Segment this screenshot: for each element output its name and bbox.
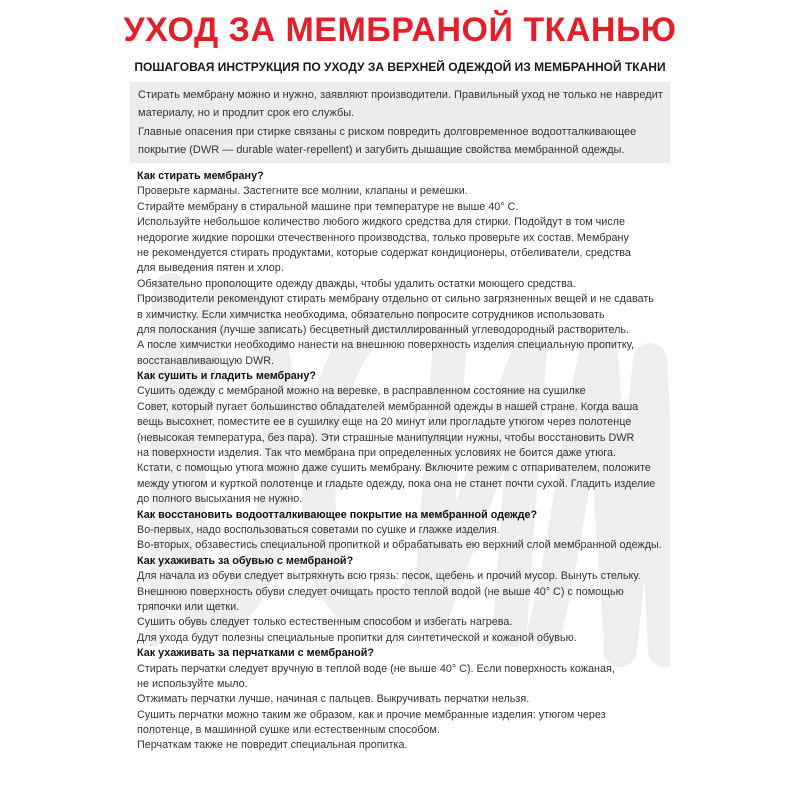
section-text-line: (невысокая температура, без пара). Эти страшные манипуляции нужны, чтобы восстановить DWR <box>137 431 635 444</box>
section-text-line: Используйте небольшое количество любого жидкого средства для стирки. Подойдут в том числе <box>137 216 625 229</box>
section-text-line: для выведения пятен и хлор. <box>137 262 284 275</box>
section-text-line: Для начала из обуви следует вытряхнуть всю грязь: песок, щебень и прочий мусор. Вынуть стельку. <box>137 570 641 583</box>
section-text-line: А после химчистки необходимо нанести на внешнюю поверхность изделия специальную пропитку, <box>137 339 635 352</box>
section-text-line: Сушить перчатки можно таким же образом, как и прочие мембранные изделия: утюгом через <box>137 708 606 721</box>
section <box>137 169 677 369</box>
section-heading: Как ухаживать за перчатками с мембраной? <box>137 647 374 660</box>
section-text-line: Стирать перчатки следует вручную в теплой воде (не выше 40° С). Если поверхность кожаная, <box>137 662 615 675</box>
section <box>137 508 677 554</box>
intro-line: покрытие (DWR — durable water-repellent) и загубить дышащие свойства мембранной одежды. <box>138 143 625 156</box>
section-text-line: недорогие жидкие порошки отечественного производства, только проверьте их состав. Мембрану <box>137 231 629 244</box>
section-text-line: Производители рекомендуют стирать мембрану отдельно от сильно загрязненных вещей и не сдавать <box>137 293 654 306</box>
section-text-line: Сушить обувь следует только естественным способом и избегать нагрева. <box>137 616 513 629</box>
instructions-content <box>137 169 677 754</box>
section-text-line: Обязательно прополощите одежду дважды, чтобы удалить остатки моющего средства. <box>137 277 576 290</box>
section-text-line: Во-первых, надо воспользоваться советами по сушке и глажке изделия. <box>137 523 500 536</box>
section-heading: Как восстановить водоотталкивающее покрытие на мембранной одежде? <box>137 508 538 521</box>
section-text-line: Кстати, с помощью утюга можно даже сушить мембрану. Включите режим с отпаривателем, положите <box>137 462 651 475</box>
section-text-line: Проверьте карманы. Застегните все молнии, клапаны и ремешки. <box>137 185 468 198</box>
section-text-line: не рекомендуется стирать продуктами, которые содержат кондиционеры, отбеливатели, средства <box>137 246 631 259</box>
page-title: УХОД ЗА МЕМБРАНОЙ ТКАНЬЮ <box>123 11 677 49</box>
section-heading: Как стирать мембрану? <box>137 170 264 182</box>
intro-line: Главные опасения при стирке связаны с риском повредить долговременное водоотталкивающее <box>138 125 637 138</box>
section-text-line: тряпочки или щетки. <box>137 600 240 613</box>
section-text-line: Отжимать перчатки лучше, начиная с пальцев. Выкручивать перчатки нельзя. <box>137 693 530 706</box>
section-text-line: между утюгом и курткой полотенце и гладьте одежду, пока она не станет почти сухой. Гладить изделие <box>137 477 656 490</box>
section-text-line: вещь высохнет, поместите ее в сушилку еще на 20 минут или прогладьте утюгом через полотенце <box>137 416 632 429</box>
section-text-line: Перчаткам также не повредит специальная пропитка. <box>137 739 408 752</box>
section-text-line: для полоскания (лучше записать) бесцветный дистиллированный углеводородный растворитель. <box>137 323 630 336</box>
section <box>137 554 677 646</box>
section-text-line: Сушить одежду с мембраной можно на веревке, в расправленном состояние на сушилке <box>137 385 586 398</box>
section-heading: Как ухаживать за обувью с мембраной? <box>137 554 354 567</box>
section-text-line: Внешнюю поверхность обуви следует очищать просто теплой водой (не выше 40° С) с помощью <box>137 585 624 598</box>
intro-line: Стирать мембрану можно и нужно, заявляют производители. Правильный уход не только не навредит <box>138 89 663 101</box>
section-text-line: полотенце, в машинной сушке или естественным способом. <box>137 724 440 737</box>
section-text-line: Во-вторых, обзавестись специальной пропиткой и обрабатывать ею верхний слой мембранной одежды. <box>137 539 662 552</box>
section <box>137 369 677 508</box>
section-text-line: не используйте мыло. <box>137 677 248 690</box>
intro-box <box>130 82 670 163</box>
section <box>137 646 677 754</box>
section-text-line: до полного высыхания не нужно. <box>137 493 303 506</box>
intro-line: материалу, но и продлит срок его службы. <box>138 107 355 120</box>
section-text-line: в химчистку. Если химчистка необходима, обязательно попросите сотрудников использовать <box>137 308 605 321</box>
section-heading: Как сушить и гладить мембрану? <box>137 370 316 383</box>
section-text-line: Стирайте мембрану в стиральной машине при температуре не выше 40° С. <box>137 200 519 213</box>
section-text-line: восстанавливающую DWR. <box>137 354 275 367</box>
section-text-line: Совет, который пугает большинство обладателей мембранной одежды в нашей стране. Когда ваша <box>137 400 639 413</box>
section-text-line: Для ухода будут полезны специальные пропитки для синтетической и кожаной обувью. <box>137 631 577 644</box>
page-subtitle: ПОШАГОВАЯ ИНСТРУКЦИЯ ПО УХОДУ ЗА ВЕРХНЕЙ ОДЕЖДОЙ ИЗ МЕМБРАННОЙ ТКАНИ <box>134 60 666 74</box>
section-text-line: на поверхности изделия. Так что мембрана при определенных условиях не боится даже утюга. <box>137 447 616 460</box>
